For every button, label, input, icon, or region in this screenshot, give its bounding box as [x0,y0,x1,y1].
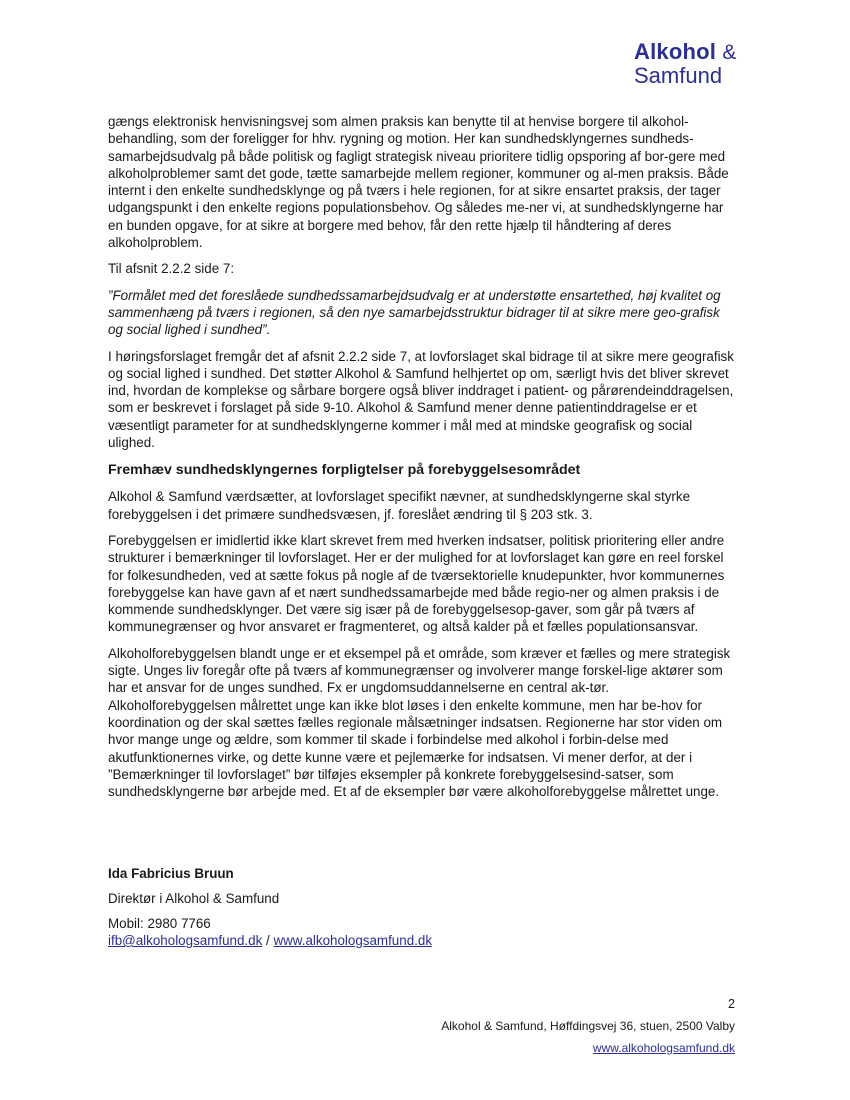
paragraph: Alkohol & Samfund værdsætter, at lovforslaget specifikt nævner, at sundhedsklyngerne skal styrke forebyggelsen i det primære sundhedsvæsen, jf. foreslået ændring til § 203 stk. 3. [108,489,691,522]
signatory-name: Ida Fabricius Bruun [108,866,234,881]
contact-links [108,932,736,949]
section-heading: Fremhæv sundhedsklyngernes forpligtelser på forebyggelsesområdet [108,462,581,479]
email-link[interactable]: ifb@alkohologsamfund.dk [108,933,263,948]
website-link[interactable]: www.alkohologsamfund.dk [273,933,433,948]
logo-line1: Alkohol [634,39,717,64]
body-text [108,113,736,809]
link-separator: / [262,933,274,948]
paragraph: I høringsforslaget fremgår det af afsnit 2.2.2 side 7, at lovforslaget skal bidrage til at sikre mere geografisk og social lighed i sundhed. Det støtter Alkohol & Samfund helhjertet op om, særligt hvis det bliver skrevet ind, hvordan de komplekse og sårbare borgere også bliver inddraget i patient- og pårørendeinddragelsen, som er beskrevet i forslaget på side 9-10. Alkohol & Samfund mener denne patientinddragelse er et væsentligt parameter for at sundhedsklyngerne kommer i mål med at mindske geografisk og social ulighed. [108,348,734,451]
signature-block [108,865,736,949]
footer-website-link[interactable]: www.alkohologsamfund.dk [592,1041,735,1055]
page-number: 2 [728,997,735,1011]
quote-paragraph: ”Formålet med det foreslåede sundhedssamarbejdsudvalg er at understøtte ensartethed, høj kvalitet og sammenhæng på tværs i regionen, så den nye samarbejdsstruktur bidrager til at sikre mere geo-grafisk og social lighed i sundhed”. [108,287,721,338]
logo-ampersand: & [722,41,737,64]
paragraph: Forebyggelsen er imidlertid ikke klart skrevet frem med hverken indsatser, politisk prioritering eller andre strukturer i bemærkninger til lovforslaget. Her er der mulighed for at lovforslaget kan gøre en reel forskel for folkesundheden, ved at sætte fokus på nogle af de tværsektorielle knudepunkter, hvor kommunernes forebyggelse kan have gavn af et nært sundhedssamarbejde med både regio-ner og almen praksis i de kommende sundhedsklynger. Det være sig især på de forebyggelsesop-gaver, som går på tværs af kommunegrænser og hvor ansvaret er fragmenteret, og altså kalder på et fælles populationsansvar. [108,532,725,635]
footer-address: Alkohol & Samfund, Høffdingsvej 36, stuen, 2500 Valby [441,1019,735,1033]
paragraph: Alkoholforebyggelsen blandt unge er et eksempel på et område, som kræver et fælles og mere strategisk sigte. Unges liv foregår ofte på tværs af kommunegrænser og involverer mange forskel-lige aktører som har et ansvar for de unges sundhed. Fx er ungdomsuddannelserne en central ak-tør. Alkoholforebyggelsen målrettet unge kan ikke blot løses i den enkelte kommune, men har be-hov for koordination og der skal sættes fælles regionale målsætninger indsatsen. Regionerne har stor viden om hvor mange unge og ældre, som kommer til skade i forbindelse med alkohol i forbin-delse med akutfunktionernes virke, og dette kunne være et pejlemærke for indsatsen. Vi mener derfor, at der i ”Bemærkninger til lovforslaget” bør tilføjes eksempler på konkrete forebyggelsesind-satser, som sundhedsklyngerne bør arbejde med. Et af de eksempler bør være alkoholforebyggelse målrettet unge. [108,645,731,800]
signatory-phone: Mobil: 2980 7766 [108,916,211,931]
logo-line2: Samfund [634,63,723,88]
alkohol-samfund-logo [634,40,754,87]
signatory-title: Direktør i Alkohol & Samfund [108,891,280,906]
page-footer [441,993,735,1059]
paragraph: gængs elektronisk henvisningsvej som almen praksis kan benytte til at henvise borgere til alkohol-behandling, som der foreligger for hhv. rygning og motion. Her kan sundhedsklyngernes sundheds-samarbejdsudvalg på både politisk og fagligt strategisk niveau prioritere tidlig opsporing af bor-gere med alkoholproblemer samt det gode, tætte samarbejde mellem regioner, kommuner og al-men praksis. Både internt i den enkelte sundhedsklynge og på tværs i hele regionen, for at sikre ensartet praksis, der tager udgangspunkt i den enkelte regions populationsbehov. Og således me-ner vi, at sundhedsklyngerne har en bunden opgave, for at sikre at borgere med behov, får den rette hjælp til håndtering af deres alkoholproblem. [108,114,729,251]
paragraph: Til afsnit 2.2.2 side 7: [108,261,235,277]
